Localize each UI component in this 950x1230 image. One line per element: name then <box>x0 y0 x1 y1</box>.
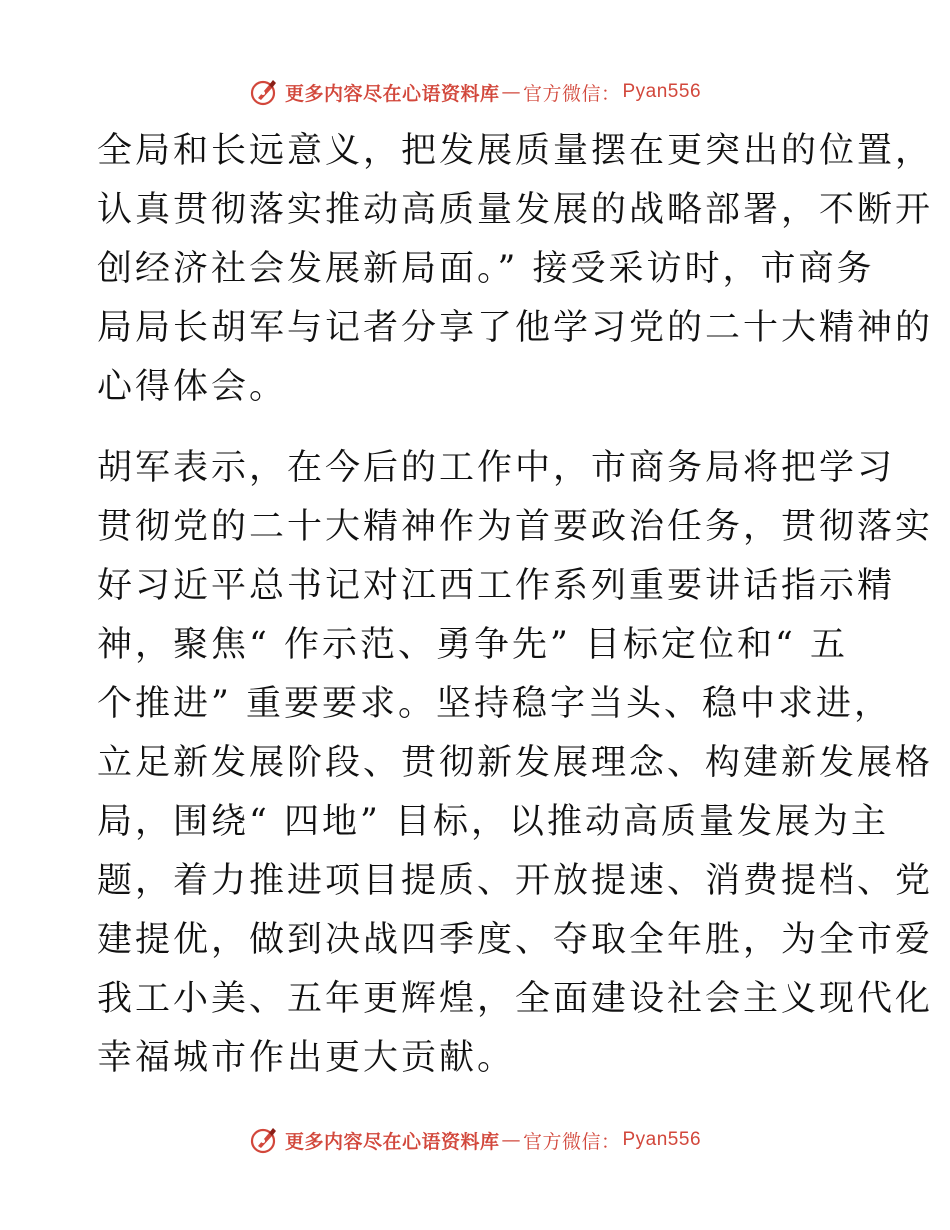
banner-main-text: 更多内容尽在心语资料库 <box>284 82 500 105</box>
banner-label: 官方微信： <box>522 82 621 105</box>
text-line: 认真贯彻落实推动高质量发展的战略部署，不断开 <box>97 190 934 230</box>
text-line: 创经济社会发展新局面。” 接受采访时，市商务 <box>97 249 875 289</box>
text-line: 局，围绕“ 四地” 目标，以推动高质量发展为主 <box>97 802 890 842</box>
text-line: 心得体会。 <box>97 367 288 407</box>
pen-logo-icon <box>249 1125 279 1155</box>
banner-main-text: 更多内容尽在心语资料库 <box>284 1130 500 1153</box>
header-watermark-banner <box>0 72 950 112</box>
document-body <box>97 122 934 1088</box>
text-line: 幸福城市作出更大贡献。 <box>97 1038 516 1078</box>
text-line: 建提优，做到决战四季度、夺取全年胜，为全市爱 <box>97 920 934 960</box>
paragraph-gap <box>97 417 857 439</box>
text-line: 局局长胡军与记者分享了他学习党的二十大精神的 <box>97 308 934 348</box>
text-line: 神，聚焦“ 作示范、勇争先” 目标定位和“ 五 <box>97 625 849 665</box>
pen-logo-icon <box>249 77 279 107</box>
footer-watermark-banner <box>0 1120 950 1160</box>
text-line: 胡军表示，在今后的工作中，市商务局将把学习 <box>97 448 896 488</box>
paragraph-1 <box>97 122 934 417</box>
text-line: 题，着力推进项目提质、开放提速、消费提档、党 <box>97 861 934 901</box>
text-line: 立足新发展阶段、贯彻新发展理念、构建新发展格 <box>97 743 934 783</box>
banner-label: 官方微信： <box>522 1130 621 1153</box>
banner-dash: — <box>501 1129 521 1151</box>
banner-dash: — <box>501 81 521 103</box>
banner-wechat-id: Pyan556 <box>622 81 702 102</box>
text-line: 个推进” 重要要求。坚持稳字当头、稳中求进， <box>97 684 893 724</box>
paragraph-2 <box>97 439 934 1088</box>
text-line: 好习近平总书记对江西工作系列重要讲话指示精 <box>97 566 896 606</box>
banner-wechat-id: Pyan556 <box>622 1129 702 1150</box>
text-line: 我工小美、五年更辉煌，全面建设社会主义现代化 <box>97 979 934 1019</box>
text-line: 贯彻党的二十大精神作为首要政治任务，贯彻落实 <box>97 507 934 547</box>
text-line: 全局和长远意义，把发展质量摆在更突出的位置， <box>97 131 934 171</box>
